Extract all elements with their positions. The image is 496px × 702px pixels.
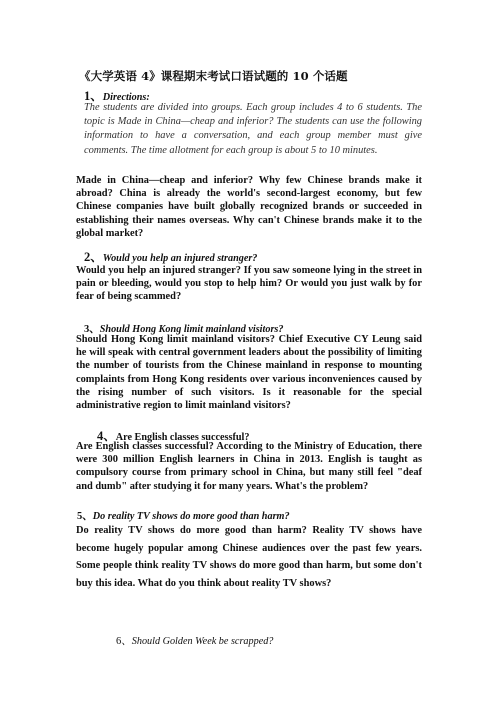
topic2-heading (84, 247, 257, 265)
topic3-body: Should Hong Kong limit mainland visitors? Chief Executive CY Leung said he will speak with central government leaders about the possibility of limiting the number of tourists from the Chinese mainland in response to mounting complaints from Hong Kong residents over various inconveniences caused by the rising number of such visitors. Is it reasonable for the special administrative region to limit mainland visitors? (76, 334, 422, 412)
topic6-heading (116, 633, 273, 648)
topic3-heading-text: Should Hong Kong limit mainland visitors? (99, 324, 284, 335)
topic2-number: 2、 (84, 250, 103, 264)
topic6-heading-text: Should Golden Week be scrapped? (131, 636, 274, 647)
topic6-number: 6、 (116, 636, 132, 647)
topic3-number: 3、 (84, 324, 100, 335)
topic1-body: Made in China—cheap and inferior? Why few Chinese brands make it abroad? China is already the world's second-largest economy, but few Chinese companies have built globally recognized brands or succeeded in establishing their names overseas. Why can't Chinese brands make it to the global market? (76, 175, 422, 239)
topic2-heading-text: Would you help an injured stranger? (102, 253, 258, 264)
topic4-number: 4、 (97, 429, 116, 443)
topic5-heading-text: Do reality TV shows do more good than harm? (92, 511, 290, 522)
topic4-body: Are English classes successful? According to the Ministry of Education, there were 300 million English learners in China in 2013. English is taught as compulsory course from primary school in China, but many still feel "deaf and dumb" after studying it for many years. What's the problem? (76, 441, 422, 492)
topic4-heading-text: Are English classes successful? (115, 432, 250, 443)
topic5-body: Do reality TV shows do more good than harm? Reality TV shows have become hugely popular among Chinese audiences over the past few years. Some people think reality TV shows do more good than harm, but some don't buy this idea. What do you think about reality TV shows? (76, 525, 422, 589)
directions-number: 1、 (84, 89, 103, 103)
topic2-body: Would you help an injured stranger? If you saw someone lying in the street in pain or bleeding, would you stop to help him? Or would you just walk by for fear of being scammed? (76, 265, 422, 303)
document-title: 《大学英语 4》课程期末考试口语试题的 10 个话题 (79, 69, 348, 83)
topic5-heading (77, 508, 290, 523)
directions-heading-text: Directions: (102, 92, 150, 103)
topic5-number: 5、 (77, 511, 93, 522)
directions-text: The students are divided into groups. Each group includes 4 to 6 students. The topic is Made in China—cheap and inferior? The students can use the following information to have a conversation, and each group member must give comments. The time allotment for each group is about 5 to 10 minutes. (84, 102, 422, 156)
